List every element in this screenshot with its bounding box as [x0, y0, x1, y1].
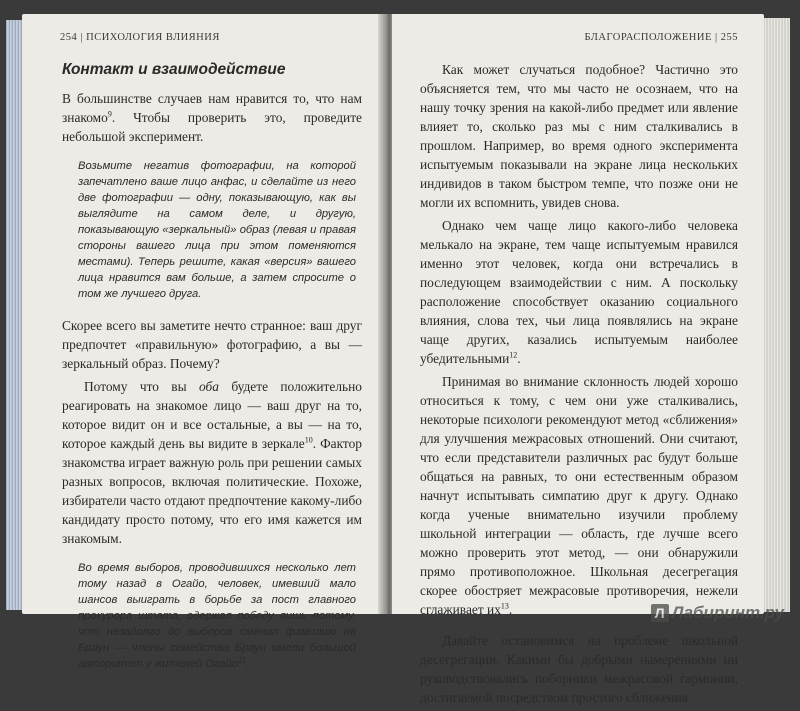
right-running-title: БЛАГОРАСПОЛОЖЕНИЕ	[584, 32, 712, 43]
right-paragraph-3: Принимая во внимание склонность людей хорошо относиться к тому, с чем они уже сталкивались, некоторые психологи рекомендуют метод «сближения» для улучшения межрасовых отношений. Они считают, что если представители различных рас будут больше общаться на равных, то они естественным образом начнут испытывать симпатию друг к другу. Однако когда ученые внимательно изучили проблему школьной интеграции — область, где лучше всего можно проверить этот метод, — они обнаружили прямо противоположное. Школьная десегрегация скорее обостряет межрасовые противоречия, нежели сглаживает $их^{13}$.	[420, 374, 738, 617]
labirint-watermark: Л Лабиринт.ру	[651, 603, 784, 623]
left-content	[62, 60, 362, 686]
right-running-head: БЛАГОРАСПОЛОЖЕНИЕ | 255	[584, 32, 738, 43]
election-box: Во время выборов, проводившихся несколько лет тому назад в Огайо, человек, имевший мало шансов выиграть в борьбе за пост главного прокурора штата, одержал победу лишь потому, что незадолго до выборов сменил фамилию на Браун — члены семейства Браун имели большой авторитет у жителей Огайо$^{11}$.	[78, 562, 356, 670]
left-running-head: 254 | ПСИХОЛОГИЯ ВЛИЯНИЯ	[60, 32, 220, 43]
experiment-box: Возьмите негатив фотографии, на которой запечатлено ваше лицо анфас, и сделайте из него две фотографии — одну, показывающую, как вы выглядите на самом деле, и другую, показывающую «зеркальный» образ (левая и правая стороны вашего лица при этом поменяются местами). Теперь решите, какая «версия» вашего лица нравится вам больше, а затем спросите о том же лучшего друга.	[78, 160, 356, 300]
section-heading: Контакт и взаимодействие	[62, 61, 286, 78]
labirint-logo-icon: Л	[651, 604, 669, 622]
right-page-number: 255	[720, 32, 738, 43]
left-paragraph-1: В большинстве случаев нам нравится то, что нам знакомо$^9$. Чтобы проверить это, проведите небольшой эксперимент.	[62, 91, 362, 144]
book-edge-right	[764, 18, 790, 612]
left-paragraph-3: Потому что вы оба будете положительно реагировать на знакомое лицо — ваш друг на то, которое видит он и все остальные, а вы — на то, которое каждый день вы видите в зеркале$^{10}$. Фактор знакомства играет важную роль при решении самых разных вопросов, включая политические. Похоже, избиратели часто отдают предпочтение какому-либо кандидату просто потому, что его имя кажется им знакомым.	[62, 379, 362, 546]
left-page-number: 254	[60, 32, 78, 43]
left-running-title: ПСИХОЛОГИЯ ВЛИЯНИЯ	[86, 32, 220, 43]
left-paragraph-2: Скорее всего вы заметите нечто странное: ваш друг предпочтет «правильную» фотографию, а вы — зеркальный образ. Почему?	[62, 318, 362, 371]
right-paragraph-4: Давайте остановимся на проблеме школьной десегрегации. Какими бы добрыми намерениями ни руководствовались поборники межрасовой гармонии, достигаемой посредством простого сближения	[420, 633, 738, 705]
right-paragraph-2: Однако чем чаще лицо какого-либо человека мелькало на экране, тем чаще испытуемым нравился именно этот человек, когда они встречались в последующем взаимодействии с ним. А поскольку расположение способствует оказанию социального влияния, слова тех, чьи лица появлялись на экране чаще других, казались испытуемым наиболее убедительными$^{12}$.	[420, 218, 738, 366]
right-paragraph-1: Как может случаться подобное? Частично это объясняется тем, что мы часто не осознаем, что на нашу точку зрения на какой-либо предмет или явление влияет то, сколько раз мы с ним сталкивались в прошлом. Например, во время одного эксперимента испытуемым показывали на экране лица нескольких индивидов в таком быстром темпе, что позже они не могли их вспомнить, увидев снова.	[420, 62, 738, 210]
left-page	[22, 14, 382, 670]
